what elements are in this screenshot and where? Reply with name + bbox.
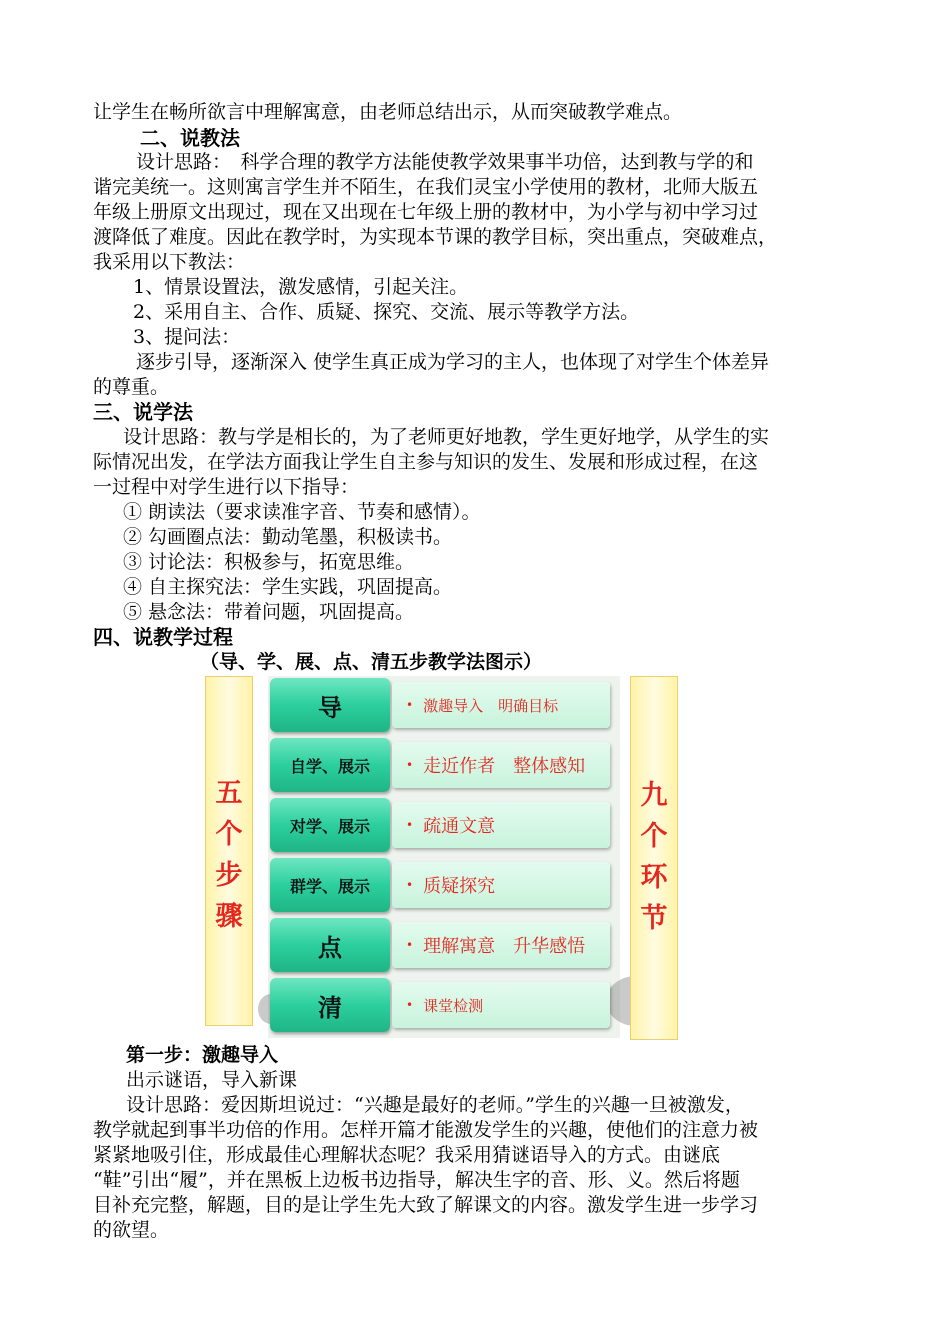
paragraph-line: 一过程中对学生进行以下指导： [93,476,360,498]
paragraph-line: “鞋”引出“履”，并在黑板上边板书边指导，解决生字的音、形、义。然后将题 [93,1169,740,1191]
list-item: 3、提问法： [133,326,241,348]
list-item: ① 朗读法（要求读准字音、节奏和感情）。 [123,501,481,523]
step-key: 自学、展示 [270,738,390,792]
diagram-caption: （导、学、展、点、清五步教学法图示） [200,651,543,673]
step-value [392,682,610,728]
step-value-text: 激趣导入 明确目标 [423,696,559,715]
label-char: 环 [640,862,668,893]
paragraph-line: 的欲望。 [93,1219,170,1241]
list-item: ④ 自主探究法：学生实践，巩固提高。 [123,576,453,598]
paragraph-line: 让学生在畅所欲言中理解寓意，由老师总结出示，从而突破教学难点。 [93,101,683,123]
step-value-text: 走近作者 整体感知 [423,756,586,777]
step-row [270,858,612,912]
bullet-icon: • [406,818,414,832]
step-value [392,742,610,788]
bullet-icon: • [406,998,414,1012]
step-row [270,738,612,792]
section-heading-learning-method: 三、说学法 [93,400,193,424]
paragraph-line: 逐步引导，逐渐深入 使学生真正成为学习的主人，也体现了对学生个体差异 [136,351,770,373]
step-key: 群学、展示 [270,858,390,912]
step-key: 导 [270,678,390,732]
step-row [270,978,612,1032]
bullet-icon: • [406,878,414,892]
step-row [270,798,612,852]
step-value-text: 理解寓意 升华感悟 [423,936,586,957]
paragraph-line: 年级上册原文出现过，现在又出现在七年级上册的教材中，为小学与初中学习过 [93,201,759,223]
five-steps-label [206,773,252,937]
step-row [270,918,612,972]
label-char: 五 [215,778,243,809]
step-key: 点 [270,918,390,972]
section-heading-teaching-method: 二、说教法 [140,126,240,150]
label-char: 九 [640,780,668,811]
paragraph-line: 设计思路： 科学合理的教学方法能使教学效果事半功倍，达到教与学的和 [136,151,754,173]
step-value-text: 质疑探究 [423,876,496,897]
step-value-text: 疏通文意 [423,816,496,837]
bullet-icon: • [406,758,414,772]
step-value [392,982,610,1028]
step-value [392,922,610,968]
step-key: 对学、展示 [270,798,390,852]
paragraph-line: 我采用以下教法： [93,251,246,273]
paragraph-line: 的尊重。 [93,376,170,398]
nine-links-box [630,676,678,1040]
label-char: 个 [215,819,243,850]
paragraph-line: 际情况出发，在学法方面我让学生自主参与知识的发生、发展和形成过程，在这 [93,451,759,473]
paragraph-line: 紧紧地吸引住，形成最佳心理解状态呢？我采用猜谜语导入的方式。由谜底 [93,1144,721,1166]
paragraph-line: 谐完美统一。这则寓言学生并不陌生，在我们灵宝小学使用的教材，北师大版五 [93,176,759,198]
step-key: 清 [270,978,390,1032]
label-char: 个 [640,821,668,852]
step-value-text: 课堂检测 [423,996,484,1015]
label-char: 节 [640,903,668,934]
step-value [392,862,610,908]
nine-links-label [631,775,677,939]
paragraph-line: 设计思路：教与学是相长的，为了老师更好地教，学生更好地学，从学生的实 [123,426,770,448]
label-char: 步 [215,860,243,891]
step-row [270,678,612,732]
step-value [392,802,610,848]
paragraph-line: 设计思路：爱因斯坦说过：“兴趣是最好的老师。”学生的兴趣一旦被激发， [126,1094,744,1116]
list-item: 2、采用自主、合作、质疑、探究、交流、展示等教学方法。 [133,301,640,323]
paragraph-line: 出示谜语，导入新课 [126,1069,298,1091]
list-item: ③ 讨论法：积极参与，拓宽思维。 [123,551,415,573]
label-char: 骤 [215,901,243,932]
bullet-icon: • [406,938,414,952]
paragraph-line: 教学就起到事半功倍的作用。怎样开篇才能激发学生的兴趣，使他们的注意力被 [93,1119,759,1141]
list-item: 1、情景设置法，激发感情，引起关注。 [133,276,469,298]
paragraph-line: 目补充完整，解题，目的是让学生先大致了解课文的内容。激发学生进一步学习 [93,1194,759,1216]
list-item: ⑤ 悬念法：带着问题，巩固提高。 [123,601,415,623]
bullet-icon: • [406,698,414,712]
five-steps-box [205,676,253,1026]
paragraph-line: 渡降低了难度。因此在教学时，为实现本节课的教学目标，突出重点，突破难点， [93,226,778,248]
step-heading: 第一步：激趣导入 [126,1044,279,1066]
section-heading-teaching-process: 四、说教学过程 [93,625,233,649]
list-item: ② 勾画圈点法：勤动笔墨，积极读书。 [123,526,453,548]
